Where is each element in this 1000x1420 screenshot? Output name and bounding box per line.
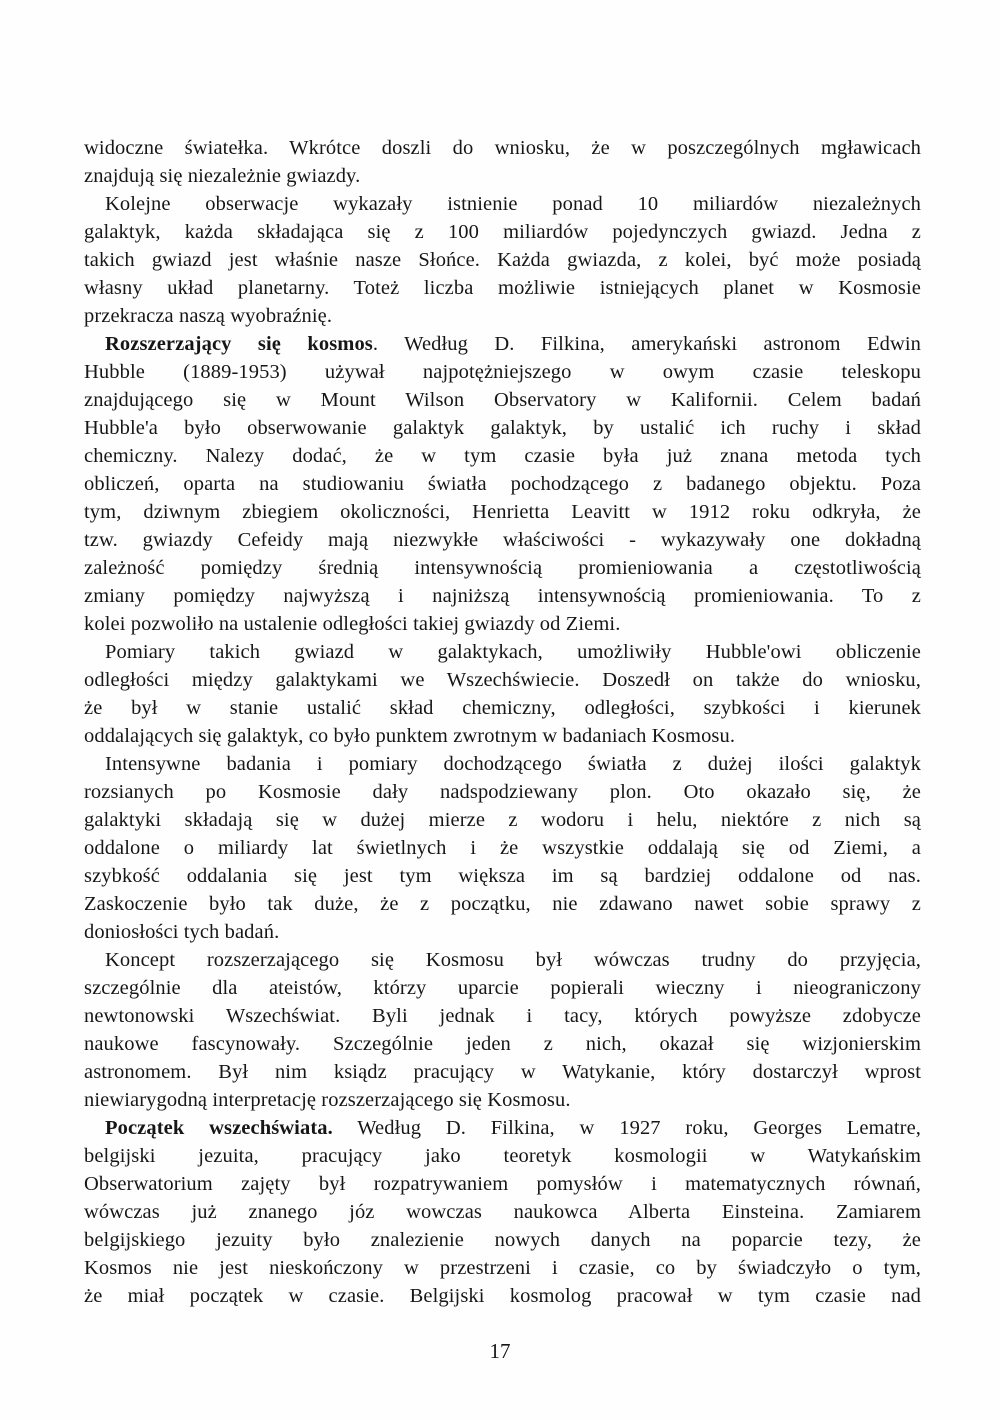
paragraph bbox=[84, 330, 921, 638]
text-line: tzw. gwiazdy Cefeidy mają niezwykłe właściwości - wykazywały one dokładną bbox=[84, 529, 921, 551]
text-line: Zaskoczenie było tak duże, że z początku, nie zdawano nawet sobie sprawy z bbox=[84, 893, 921, 915]
text-line: szybkość oddalania się jest tym większa im są bardziej oddalone od nas. bbox=[84, 865, 921, 887]
text-line: belgijskiego jezuity było znalezienie nowych danych na poparcie tezy, że bbox=[84, 1229, 921, 1251]
page-number: 17 bbox=[489, 1339, 511, 1363]
text-line: belgijski jezuita, pracujący jako teoretyk kosmologii w Watykańskim bbox=[84, 1145, 921, 1167]
text-line: znajdującego się w Mount Wilson Observatory w Kalifornii. Celem badań bbox=[84, 389, 921, 411]
text-line: że był w stanie ustalić skład chemiczny, odległości, szybkości i kierunek bbox=[84, 697, 921, 719]
text-line: Koncept rozszerzającego się Kosmosu był wówczas trudny do przyjęcia, bbox=[105, 949, 921, 971]
text-line: że miał początek w czasie. Belgijski kosmolog pracował w tym czasie nad bbox=[84, 1285, 921, 1307]
text-line: przekracza naszą wyobraźnię. bbox=[84, 305, 333, 327]
text-line: obliczeń, oparta na studiowaniu światła pochodzącego z badanego objektu. Poza bbox=[84, 473, 921, 495]
text-line: szczególnie dla ateistów, którzy uparcie popierali wieczny i nieograniczony bbox=[84, 977, 921, 999]
text-line: Hubble (1889-1953) używał najpotężniejszego w owym czasie teleskopu bbox=[84, 361, 921, 383]
paragraph bbox=[84, 750, 921, 946]
text-line: Obserwatorium zajęty był rozpatrywaniem pomysłów i matematycznych równań, bbox=[84, 1173, 921, 1195]
text-line: Intensywne badania i pomiary dochodzącego światła z dużej ilości galaktyk bbox=[105, 753, 921, 775]
text-line: Kolejne obserwacje wykazały istnienie ponad 10 miliardów niezależnych bbox=[105, 193, 921, 215]
text-block bbox=[84, 134, 921, 1310]
text-line: Początek wszechświata. Według D. Filkina, w 1927 roku, Georges Lematre, bbox=[105, 1117, 922, 1139]
text-line: wówczas już znanego józ wowczas naukowca Alberta Einsteina. Zamiarem bbox=[84, 1201, 921, 1223]
text-line: Kosmos nie jest nieskończony w przestrzeni i czasie, co by świadczyło o tym, bbox=[84, 1257, 921, 1279]
text-line: widoczne światełka. Wkrótce doszli do wniosku, że w poszczególnych mgławicach bbox=[84, 137, 921, 159]
paragraph bbox=[84, 638, 921, 750]
text-line: rozsianych po Kosmosie dały nadspodziewany plon. Oto okazało się, że bbox=[84, 781, 921, 803]
paragraph bbox=[84, 190, 921, 330]
paragraph bbox=[84, 946, 921, 1114]
paragraph-lead: Początek wszechświata. bbox=[105, 1117, 333, 1139]
text-line: chemiczny. Nalezy dodać, że w tym czasie była już znana metoda tych bbox=[84, 445, 921, 467]
paragraph bbox=[84, 134, 921, 190]
text-line: oddalone o miliardy lat świetlnych i że wszystkie oddalają się od Ziemi, a bbox=[84, 837, 921, 859]
text-line: galaktyk, każda składająca się z 100 miliardów pojedynczych gwiazd. Jedna z bbox=[84, 221, 921, 243]
text-line: galaktyki składają się w dużej mierze z wodoru i helu, niektóre z nich są bbox=[84, 809, 921, 831]
text-line: Rozszerzający się kosmos. Według D. Filkina, amerykański astronom Edwin bbox=[105, 333, 922, 355]
text-line: Pomiary takich gwiazd w galaktykach, umożliwiły Hubble'owi obliczenie bbox=[105, 641, 921, 663]
text-line: naukowe fascynowały. Szczególnie jeden z nich, okazał się wizjonierskim bbox=[84, 1033, 921, 1055]
text-line: znajdują się niezależnie gwiazdy. bbox=[84, 165, 361, 187]
text-line: niewiarygodną interpretację rozszerzającego się Kosmosu. bbox=[84, 1089, 571, 1111]
text-line: oddalających się galaktyk, co było punktem zwrotnym w badaniach Kosmosu. bbox=[84, 725, 736, 747]
paragraph-lead: Rozszerzający się kosmos bbox=[105, 333, 373, 355]
text-line: kolei pozwoliło na ustalenie odległości takiej gwiazdy od Ziemi. bbox=[84, 613, 621, 635]
text-line: własny układ planetarny. Toteż liczba możliwie istniejących planet w Kosmosie bbox=[84, 277, 921, 299]
text-line: newtonowski Wszechświat. Byli jednak i tacy, których powyższe zdobycze bbox=[84, 1005, 921, 1027]
text-line: odległości między galaktykami we Wszechświecie. Doszedł on także do wniosku, bbox=[84, 669, 921, 691]
text-line: Hubble'a było obserwowanie galaktyk galaktyk, by ustalić ich ruchy i skład bbox=[84, 417, 921, 439]
text-line: doniosłości tych badań. bbox=[84, 921, 280, 943]
text-line: zależność pomiędzy średnią intensywnością promieniowania a częstotliwością bbox=[84, 557, 921, 579]
text-line: tym, dziwnym zbiegiem okoliczności, Henrietta Leavitt w 1912 roku odkryła, że bbox=[84, 501, 921, 523]
paragraph bbox=[84, 1114, 921, 1310]
text-line: astronomem. Był nim ksiądz pracujący w Watykanie, który dostarczył wprost bbox=[84, 1061, 921, 1083]
text-line: takich gwiazd jest właśnie nasze Słońce. Każda gwiazda, z kolei, być może posiadą bbox=[84, 249, 921, 271]
text-line: zmiany pomiędzy najwyższą i najniższą intensywnością promieniowania. To z bbox=[84, 585, 921, 607]
